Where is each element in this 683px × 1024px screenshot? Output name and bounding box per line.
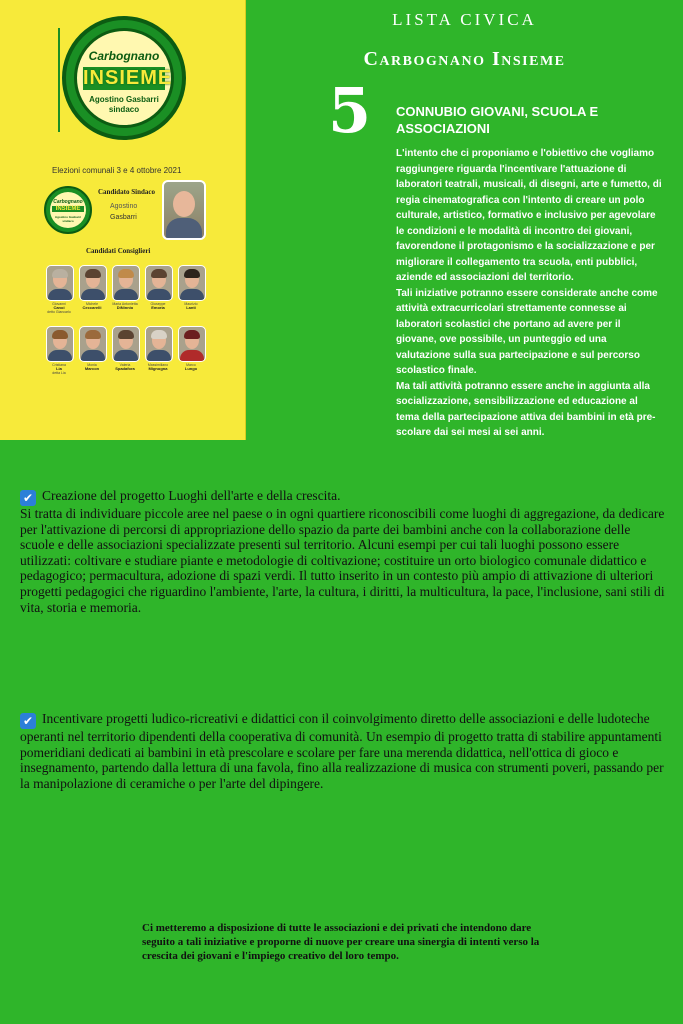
councillor-photo	[112, 265, 140, 301]
section-paragraph: Ma tali attività potranno essere anche in aggiunta alla socializzazione, sensibilizzazione ed educazione al tema della partecipazione attiva dei bambini in età pre-scolare dai sei mesi ai sei anni.	[396, 380, 656, 438]
project-description: Si tratta di individuare piccole aree nel paese o in ogni quartiere riconoscibili come luoghi di aggregazione, da dedicare per l'attivazione di percorsi di appropriazione dello spazio da parte dei bambini anche con la collaborazione delle scuole e delle associazioni specializzate presenti sul territorio. Alcuni esempi per cui tali luoghi possono essere utilizzati: coltivare e studiare piante e metodologie di coltivazione; costituire un orto biologico comunale didattico e pedagogico; permacultura, adozione di spazi verdi. Il tutto inserito in un contesto più ampio di attivazione di ulteriori progetti pedagogici che riguardino l'ambiente, l'arte, la cultura, i diritti, la multicultura, la pace, l'inclusione, sani stili di vita, storia e memoria.	[20, 506, 665, 615]
poster-divider	[58, 28, 60, 132]
councillor-photo	[178, 265, 206, 301]
councillor-name: Michele Ceccarelli	[82, 302, 102, 310]
closing-statement: Ci metteremo a disposizione di tutte le associazioni e dei privati che intendono dare seguito a tali iniziative e proporne di nuove per creare una sinergia di intenti verso la crescita dei giovani e l'impiego creativo del loro tempo.	[142, 922, 540, 962]
councillor-name: Marco Lungo	[184, 363, 198, 371]
councillor-name: Maria Antonietta DiNinnio	[112, 302, 138, 310]
councillor-name: Cristiana Lia detta Lia	[52, 363, 66, 375]
councillor-photo	[178, 326, 206, 362]
project-block-ludico	[20, 711, 665, 791]
candidate-last-name: Gasbarri	[110, 214, 137, 221]
campaign-poster	[0, 0, 246, 440]
project-title: Creazione del progetto Luoghi dell'arte e della crescita.	[42, 488, 341, 503]
section-number: 5	[328, 74, 372, 147]
councillors-title: Candidati Consiglieri	[86, 247, 151, 255]
councillor-photo	[46, 326, 74, 362]
councillor-name: Massimiliano Mignogna	[147, 363, 169, 371]
election-date: Elezioni comunali 3 e 4 ottobre 2021	[52, 166, 182, 175]
councillor-photo	[145, 265, 173, 301]
logo-insieme: INSIEME	[83, 67, 173, 89]
project-description: Un esempio di progetto tratta di stabilire appuntamenti pomeridiani dedicati ai bambini in età prescolare e scolare per fare una merenda didattica, nell'ottica di gioco e insegnamento, partendo dalla lettura di una favola, fino alla realizzazione di musica con strumenti poveri, passando per la manipolazione di ceramiche o per l'arte del dipingere.	[20, 729, 664, 791]
councillor-photo	[79, 265, 107, 301]
project-block-arte	[20, 488, 665, 615]
section-paragraph: Tali iniziative potranno essere considerate anche come attività extracurricolari strettamente connesse ai laboratori scolastici che portano ad avere per il giovane, ove possibile, un punteggio ed una valutazione sulla sua partecipazione e sul percorso scolastico finale.	[396, 287, 658, 376]
councillor-name: Giuseppe Emoria	[150, 302, 166, 310]
logo-candidate-name: Agostino Gasbarri	[89, 95, 159, 104]
list-name: Carbognano Insieme	[363, 48, 566, 70]
list-label: LISTA CIVICA	[392, 10, 537, 29]
section-paragraph: L'intento che ci proponiamo e l'obiettivo che vogliamo raggiungere riguarda l'incentivare l'attuazione di laboratori teatrali, musicali, di disegni, arte e fumetto, di regia cinematografica con l'intento di creare un polo culturale, artistico, formativo e inclusivo per agevolare le condizioni e le modalità di incontro dei giovani, favorendone il protagonismo e la socializzazione e per migliorare il collegamento tra scuola, enti pubblici, aziende ed associazioni del territorio.	[396, 148, 662, 283]
section-text	[396, 146, 662, 464]
check-mark-icon: ✔	[20, 713, 36, 729]
candidate-photo	[162, 180, 206, 240]
check-mark-icon: ✔	[20, 490, 36, 506]
campaign-logo	[62, 16, 186, 140]
councillor-photo	[145, 326, 173, 362]
councillor-name: Valeria Spadafora	[115, 363, 135, 371]
councillor-name: Monia Marcon	[84, 363, 100, 371]
logo-candidate-role: sindaco	[108, 105, 140, 114]
logo-town: Carbognano	[88, 49, 160, 63]
candidate-title: Candidato Sindaco	[98, 188, 155, 196]
councillor-photo	[112, 326, 140, 362]
candidate-first-name: Agostino	[110, 203, 138, 210]
section-title: CONNUBIO GIOVANI, SCUOLA E ASSOCIAZIONI	[396, 104, 599, 136]
councillor-photo	[46, 265, 74, 301]
councillor-name: Giovanni Canoi detto Giancarlo	[47, 302, 71, 314]
small-campaign-logo: Carbognano INSIEME Agostino Gasbarri sindaco	[44, 186, 92, 234]
project-title: Incentivare progetti ludico-ricreativi e didattici con il coinvolgimento diretto delle associazioni e delle ludoteche operanti nel territorio dipendenti della cooperativa di comunità.	[20, 711, 650, 744]
councillor-photo	[79, 326, 107, 362]
councillor-name: Maurizio Lanti	[184, 302, 198, 310]
